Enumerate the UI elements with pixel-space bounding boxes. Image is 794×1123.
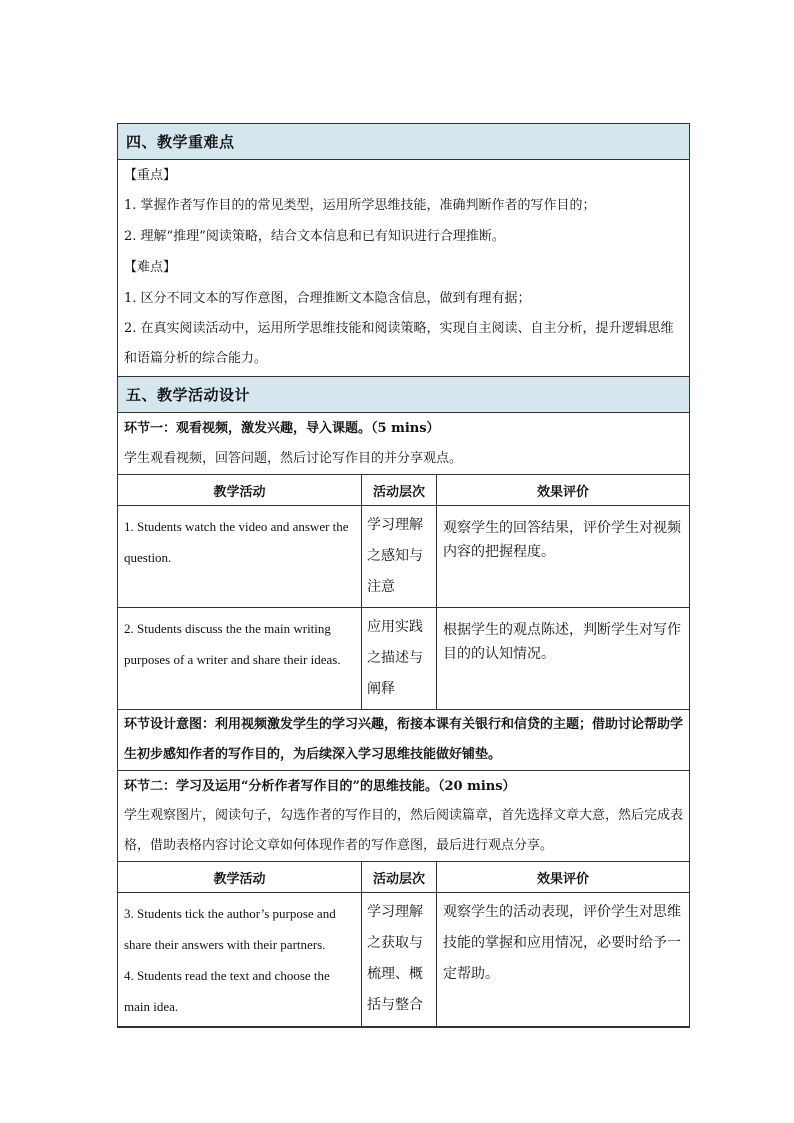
- activity-cell: 4. Students read the text and choose the main idea.: [124, 968, 330, 1014]
- table-header-row: [118, 862, 689, 893]
- col-evaluation: 效果评价: [437, 475, 690, 506]
- step-1-intent: [118, 710, 689, 771]
- level-cell: 应用实践之描述与阐释: [367, 619, 423, 697]
- step-1-description: 学生观看视频，回答问题，然后讨论写作目的并分享观点。: [124, 451, 463, 466]
- difficult-point-item: 2. 在真实阅读活动中，运用所学思维技能和阅读策略，实现自主阅读、自主分析，提升逻辑思维和语篇分析的综合能力。: [124, 321, 674, 366]
- col-level: 活动层次: [362, 475, 437, 506]
- level-cell: 学习理解之获取与梳理、概括与整合: [367, 904, 423, 1013]
- level-cell: 学习理解之感知与注意: [367, 517, 423, 595]
- table-row: [118, 506, 689, 608]
- step-1-activity-table: [118, 474, 689, 710]
- step-2-activity-table: [118, 861, 689, 1027]
- step-2-header: [118, 771, 689, 861]
- step-2-title: 环节二：学习及运用“分析作者写作目的”的思维技能。（20 mins）: [124, 779, 516, 794]
- step-1-header: [118, 413, 689, 474]
- step-2-description: 学生观察图片，阅读句子，勾选作者的写作目的，然后阅读篇章，首先选择文章大意，然后完成表格，借助表格内容讨论文章如何体现作者的写作意图，最后进行观点分享。: [124, 808, 684, 853]
- difficult-points-label: 【难点】: [124, 260, 177, 275]
- step-1-design-intent: 环节设计意图：利用视频激发学生的学习兴趣，衔接本课有关银行和信贷的主题；借助讨论帮助学生初步感知作者的写作目的，为后续深入学习思维技能做好铺垫。: [124, 717, 684, 762]
- activity-cell: 3. Students tick the author’s purpose and share their answers with their partners.: [124, 906, 336, 952]
- section-4-body: [118, 160, 689, 377]
- evaluation-cell: 观察学生的活动表现，评价学生对思维技能的掌握和应用情况，必要时给予一定帮助。: [443, 904, 681, 982]
- table-header-row: [118, 475, 689, 506]
- table-row: [118, 893, 689, 1027]
- evaluation-cell: 观察学生的回答结果，评价学生对视频内容的把握程度。: [443, 520, 681, 560]
- col-activity: 教学活动: [118, 862, 362, 893]
- col-level: 活动层次: [362, 862, 437, 893]
- key-point-item: 1. 掌握作者写作目的的常见类型，运用所学思维技能，准确判断作者的写作目的；: [124, 198, 596, 213]
- section-4-heading: 四、教学重难点: [118, 124, 689, 160]
- activity-cell: 2. Students discuss the the main writing purposes of a writer and share their ideas.: [124, 621, 341, 667]
- step-1-title: 环节一：观看视频，激发兴趣，导入课题。（5 mins）: [124, 421, 440, 436]
- col-activity: 教学活动: [118, 475, 362, 506]
- activity-cell: 1. Students watch the video and answer the question.: [124, 519, 349, 565]
- lesson-plan-table: [117, 123, 690, 1028]
- col-evaluation: 效果评价: [437, 862, 690, 893]
- section-5-heading: 五、教学活动设计: [118, 377, 689, 413]
- difficult-point-item: 1. 区分不同文本的写作意图，合理推断文本隐含信息，做到有理有据；: [124, 291, 531, 306]
- evaluation-cell: 根据学生的观点陈述，判断学生对写作目的的认知情况。: [443, 622, 681, 662]
- key-points-label: 【重点】: [124, 168, 177, 183]
- key-point-item: 2. 理解“推理”阅读策略，结合文本信息和已有知识进行合理推断。: [124, 229, 505, 244]
- table-row: [118, 608, 689, 710]
